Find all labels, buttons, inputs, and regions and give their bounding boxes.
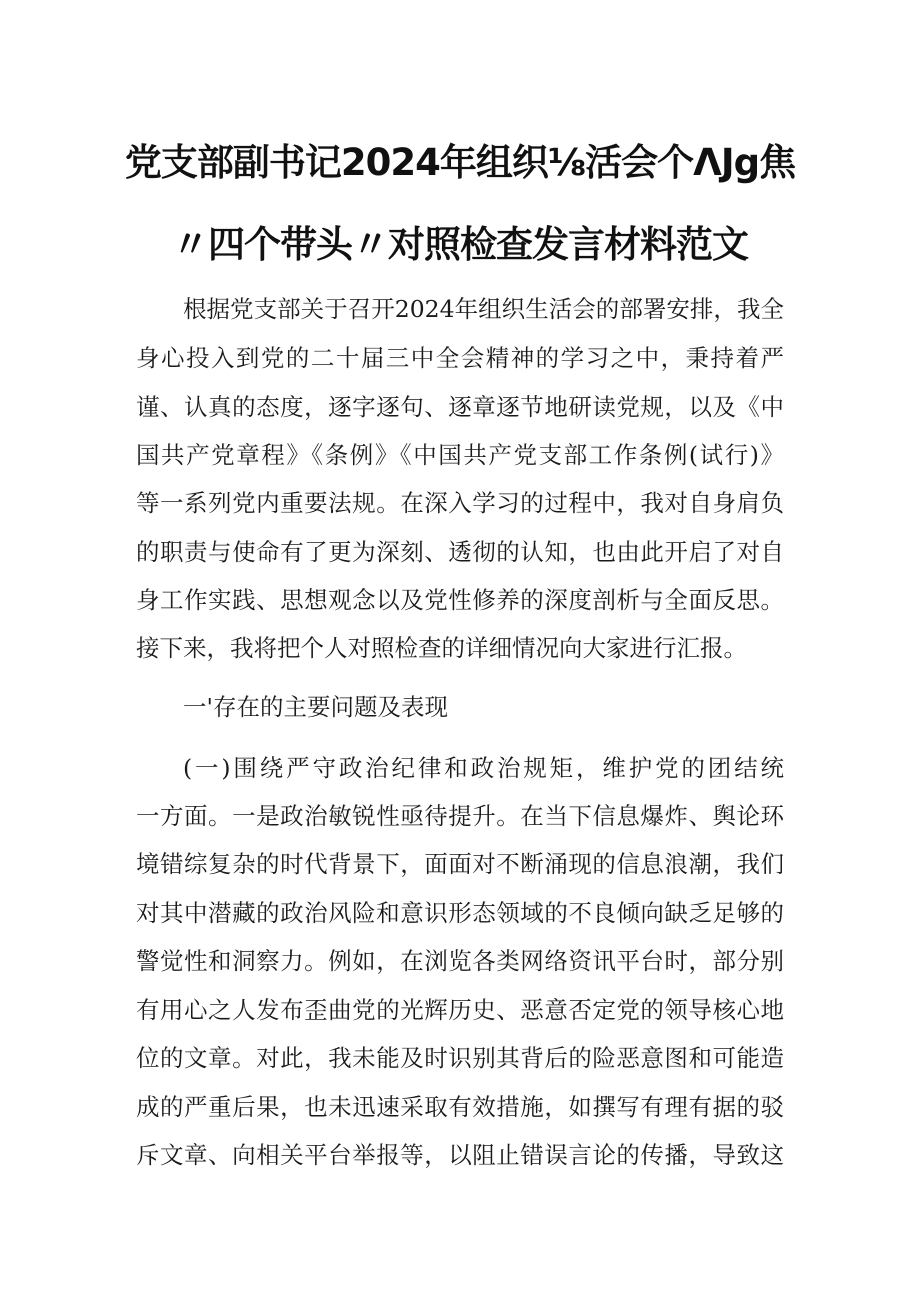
paragraph-2-line: 成的严重后果，也未迅速采取有效措施，如撰写有理有据的驳 <box>136 1093 784 1121</box>
paragraph-2-line: 斥文章、向相关平台举报等，以阻止错误言论的传播，导致这 <box>136 1141 784 1169</box>
paragraph-2-line: (一)围绕严守政治纪律和政治规矩，维护党的团结统 <box>183 754 784 782</box>
paragraph-1-line: 谨、认真的态度，逐字逐句、逐章逐节地研读党规，以及《中 <box>136 393 784 421</box>
document-title-line-1: 党支部副书记2024年组织⅛活会个ΛJg焦 <box>124 141 796 184</box>
section-heading: 一'存在的主要问题及表现 <box>183 693 448 721</box>
paragraph-2-line: 有用心之人发布歪曲党的光辉历史、恶意否定党的领导核心地 <box>136 996 784 1024</box>
paragraph-1-line: 的职责与使命有了更为深刻、透彻的认知，也由此开启了对自 <box>136 538 784 566</box>
paragraph-2-line: 位的文章。对此，我未能及时识别其背后的险恶意图和可能造 <box>136 1044 784 1072</box>
paragraph-1-line: 身心投入到党的二十届三中全会精神的学习之中，秉持着严 <box>136 344 784 372</box>
paragraph-1-line: 等一系列党内重要法规。在深入学习的过程中，我对自身肩负 <box>136 489 784 517</box>
paragraph-1-line: 根据党支部关于召开2024年组织生活会的部署安排，我全 <box>183 295 784 323</box>
paragraph-2-line: 一方面。一是政治敏锐性亟待提升。在当下信息爆炸、舆论环 <box>136 802 784 830</box>
document-title-line-2: 〃四个带头〃对照检查发言材料范文 <box>172 223 748 266</box>
paragraph-2-line: 警觉性和洞察力。例如，在浏览各类网络资讯平台时，部分别 <box>136 947 784 975</box>
paragraph-2-line: 对其中潜藏的政治风险和意识形态领域的不良倾向缺乏足够的 <box>136 899 784 927</box>
paragraph-1-line: 接下来，我将把个人对照检查的详细情况向大家进行汇报。 <box>136 634 747 662</box>
paragraph-2-line: 境错综复杂的时代背景下，面面对不断涌现的信息浪潮，我们 <box>136 850 784 878</box>
paragraph-1-line: 身工作实践、思想观念以及党性修养的深度剖析与全面反思。 <box>136 586 784 614</box>
paragraph-1-line: 国共产党章程》《条例》《中国共产党支部工作条例(试行)》 <box>136 441 784 469</box>
